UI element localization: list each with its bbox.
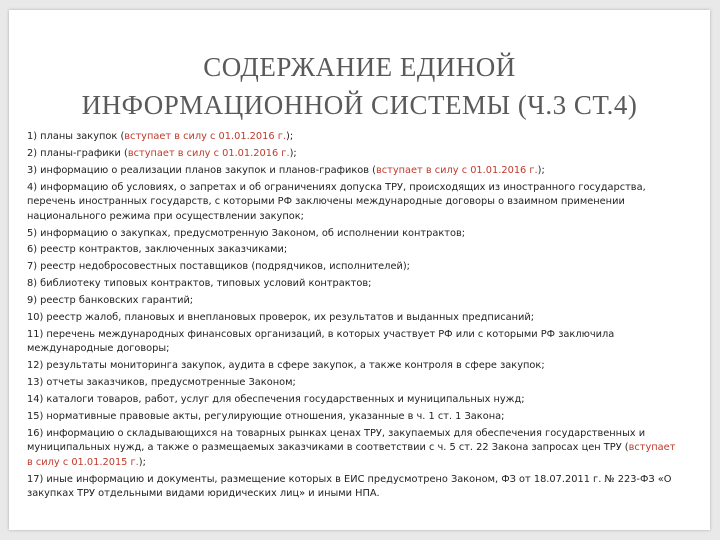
- slide-title: [39, 48, 680, 124]
- slide-title-line-1: СОДЕРЖАНИЕ ЕДИНОЙ: [203, 52, 516, 82]
- item-text-end: );: [289, 147, 297, 159]
- item-text: 17) иные информацию и документы, размещение которых в ЕИС предусмотрено Законом, ФЗ от 18.07.2011 г. № 223-ФЗ «О закупках ТРУ отдельными видами юридических лиц» и иными НПА.: [27, 473, 672, 500]
- item-text-end: );: [138, 456, 146, 468]
- list-item-16: [27, 427, 682, 471]
- item-effective-date: вступает в силу с 01.01.2015 г.: [27, 442, 676, 468]
- list-item-2: [27, 147, 682, 162]
- list-item-1: [27, 130, 682, 145]
- item-text: 16) информацию о складывающихся на товарных рынках ценах ТРУ, закупаемых для обеспечения государственных и муниципальных нужд, а также о размещаемых заказчиками в соответствии с ч. 5 ст. 22 Закона запросах цен ТРУ (: [27, 427, 646, 454]
- list-item-3: [27, 164, 682, 179]
- list-item-10: [27, 311, 682, 326]
- item-text: 12) результаты мониторинга закупок, аудита в сфере закупок, а также контроля в сфере закупок;: [27, 360, 545, 372]
- list-item-12: [27, 359, 682, 374]
- list-item-6: [27, 243, 682, 258]
- slide-title-line-2: ИНФОРМАЦИОННОЙ СИСТЕМЫ (Ч.3 СТ.4): [81, 90, 638, 120]
- item-effective-date: вступает в силу с 01.01.2016 г.: [375, 164, 538, 176]
- item-text: 1) планы закупок (: [27, 131, 125, 142]
- item-text: 13) отчеты заказчиков, предусмотренные Законом;: [27, 377, 296, 389]
- item-text: 2) планы-графики (: [27, 147, 128, 159]
- item-text: 4) информацию об условиях, о запретах и об ограничениях допуска ТРУ, происходящих из иностранного государства, перечень иностранных государств, с которыми РФ заключены международные договоры о взаимном применении национального режима при осуществлении закупок;: [27, 181, 646, 222]
- item-text: 10) реестр жалоб, плановых и внеплановых проверок, их результатов и выданных предписаний;: [27, 312, 535, 324]
- list-item-8: [27, 277, 682, 292]
- list-item-14: [27, 393, 682, 408]
- item-effective-date: вступает в силу с 01.01.2016 г.: [124, 131, 286, 142]
- list-item-5: [27, 227, 682, 242]
- item-text-end: );: [286, 131, 294, 142]
- item-text: 11) перечень международных финансовых организаций, в которых участвует РФ или с которыми РФ заключила международные договоры;: [27, 328, 615, 355]
- item-text: 14) каталоги товаров, работ, услуг для обеспечения государственных и муниципальных нужд;: [27, 394, 525, 406]
- item-text: 9) реестр банковских гарантий;: [27, 295, 194, 307]
- item-text-end: );: [537, 164, 545, 176]
- list-item-9: [27, 294, 682, 309]
- content-list: [27, 130, 682, 504]
- list-item-13: [27, 376, 682, 391]
- item-text: 5) информацию о закупках, предусмотренную Законом, об исполнении контрактов;: [27, 227, 466, 239]
- item-text: 8) библиотеку типовых контрактов, типовых условий контрактов;: [27, 278, 372, 290]
- item-effective-date: вступает в силу с 01.01.2016 г.: [127, 147, 290, 159]
- title-area: [9, 10, 710, 120]
- list-item-15: [27, 410, 682, 425]
- list-item-17: [27, 473, 682, 502]
- list-item-11: [27, 328, 682, 357]
- item-text: 3) информацию о реализации планов закупок и планов-графиков (: [27, 164, 376, 176]
- list-item-7: [27, 260, 682, 275]
- item-text: 7) реестр недобросовестных поставщиков (подрядчиков, исполнителей);: [27, 261, 410, 273]
- list-item-4: [27, 181, 682, 225]
- item-text: 15) нормативные правовые акты, регулирующие отношения, указанные в ч. 1 ст. 1 Закона;: [27, 410, 505, 422]
- item-text: 6) реестр контрактов, заключенных заказчиками;: [27, 244, 288, 256]
